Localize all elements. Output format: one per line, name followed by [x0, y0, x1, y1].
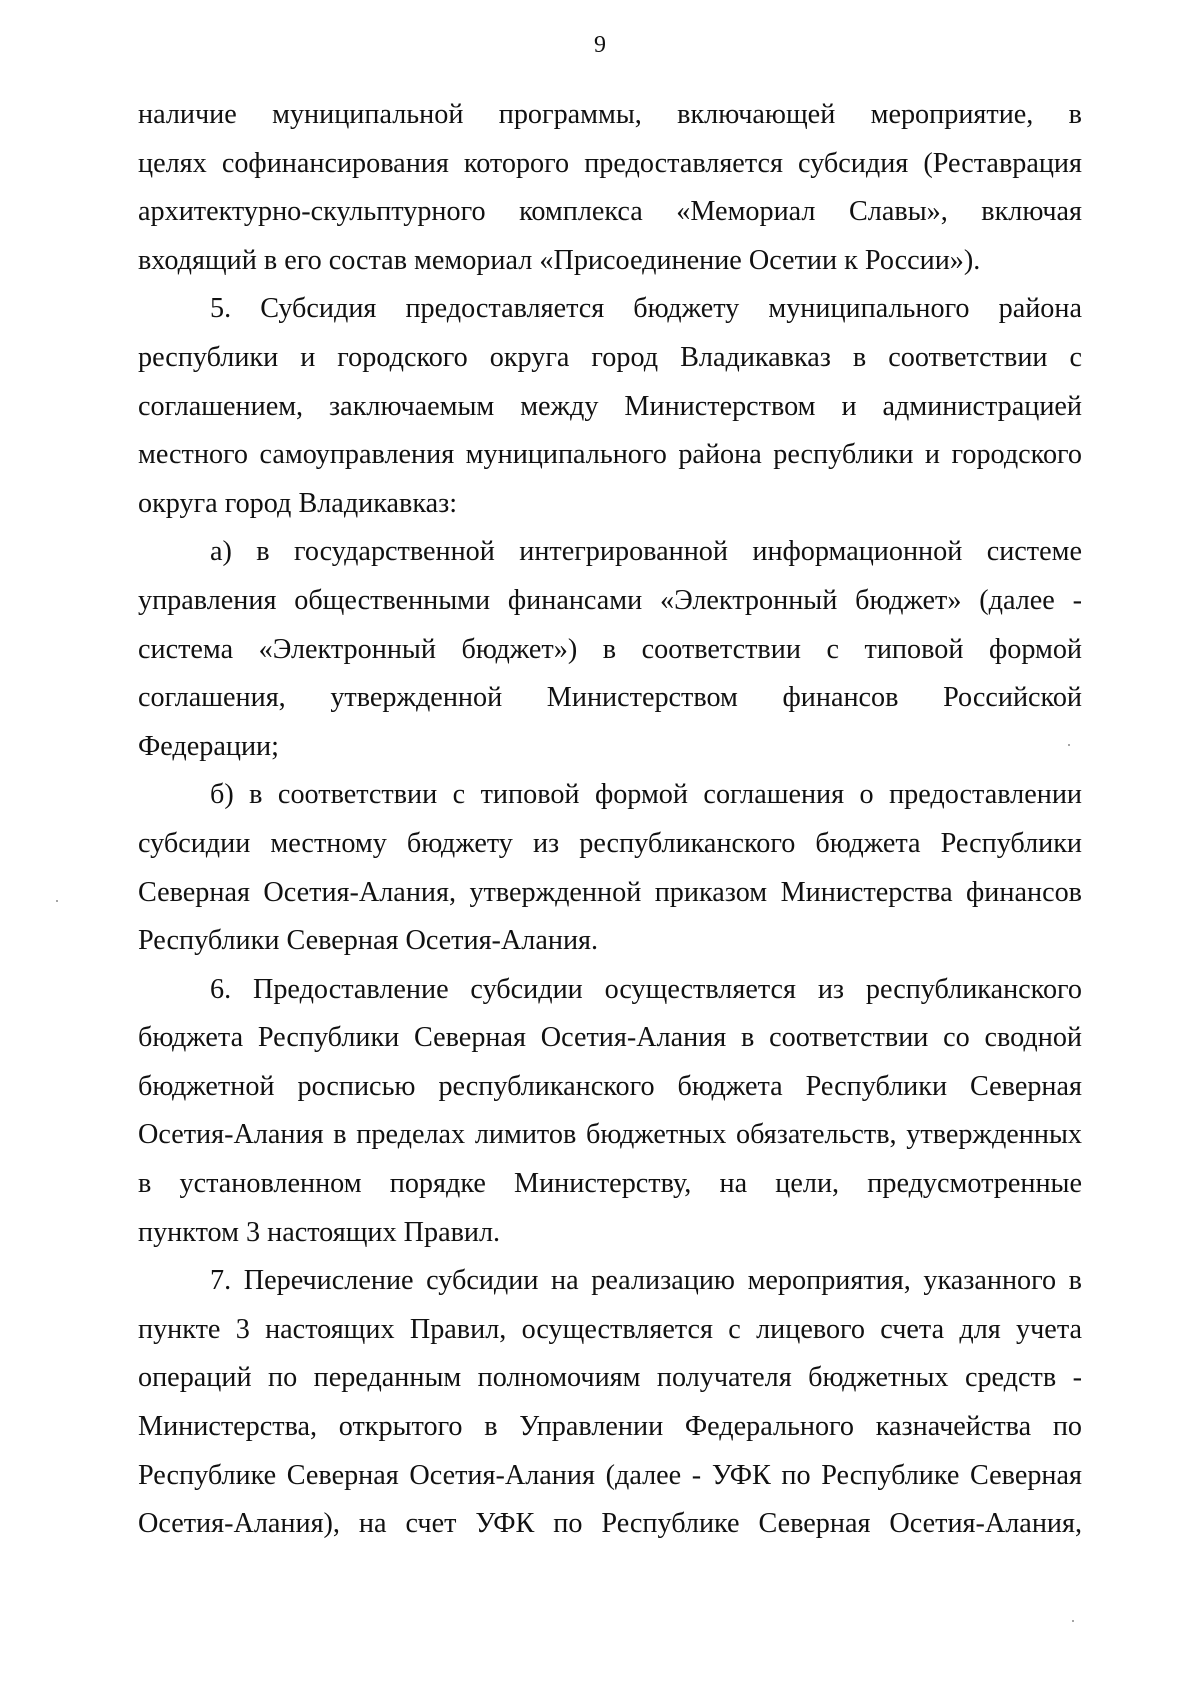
text-line: пунктом 3 настоящих Правил.: [138, 1216, 501, 1248]
scan-speck: [1068, 744, 1070, 746]
paragraph-item-5b: [138, 771, 1082, 965]
text-line: б) в соответствии с типовой формой соглашения о предоставлении: [210, 779, 1082, 811]
text-line: соглашения, утвержденной Министерством финансов Российской: [138, 682, 1082, 714]
text-line: местного самоуправления муниципального района республики и городского: [138, 439, 1082, 471]
text-line: а) в государственной интегрированной информационной системе: [210, 536, 1082, 568]
text-line: округа город Владикавказ:: [138, 487, 458, 519]
text-line: республики и городского округа город Владикавказ в соответствии с: [138, 341, 1082, 373]
text-line: бюджета Республики Северная Осетия-Алания в соответствии со сводной: [138, 1022, 1082, 1054]
text-line: Федерации;: [138, 730, 279, 762]
text-line: управления общественными финансами «Электронный бюджет» (далее -: [138, 584, 1082, 616]
text-line: бюджетной росписью республиканского бюджета Республики Северная: [138, 1070, 1082, 1102]
text-line: Республики Северная Осетия-Алания.: [138, 925, 599, 957]
text-line: 7. Перечисление субсидии на реализацию мероприятия, указанного в: [210, 1265, 1082, 1297]
text-line: Республике Северная Осетия-Алания (далее - УФК по Республике Северная: [138, 1459, 1082, 1491]
text-line: субсидии местному бюджету из республиканского бюджета Республики: [138, 827, 1082, 859]
paragraph-item-5a: [138, 528, 1082, 771]
text-line: пункте 3 настоящих Правил, осуществляется с лицевого счета для учета: [138, 1313, 1082, 1345]
text-line: соглашением, заключаемым между Министерством и администрацией: [138, 390, 1082, 422]
text-line: целях софинансирования которого предоставляется субсидия (Реставрация: [138, 147, 1082, 179]
text-line: Осетия-Алания), на счет УФК по Республике Северная Осетия-Алания,: [138, 1508, 1082, 1540]
text-line: 5. Субсидия предоставляется бюджету муниципального района: [210, 293, 1082, 325]
text-line: операций по переданным полномочиям получателя бюджетных средств -: [138, 1362, 1082, 1394]
paragraph-item-6: [138, 966, 1082, 1258]
text-line: Северная Осетия-Алания, утвержденной приказом Министерства финансов: [138, 876, 1082, 908]
text-line: Осетия-Алания в пределах лимитов бюджетных обязательств, утвержденных: [138, 1119, 1082, 1151]
scan-speck: [1072, 1620, 1074, 1622]
text-line: Министерства, открытого в Управлении Федерального казначейства по: [138, 1411, 1082, 1443]
text-line: наличие муниципальной программы, включающей мероприятие, в: [138, 99, 1082, 130]
text-line: система «Электронный бюджет») в соответствии с типовой формой: [138, 633, 1082, 665]
paragraph-continuation: [138, 91, 1082, 285]
document-body: [138, 91, 1082, 1549]
text-line: в установленном порядке Министерству, на цели, предусмотренные: [138, 1168, 1082, 1200]
scan-speck: [56, 900, 58, 902]
paragraph-item-7: [138, 1257, 1082, 1549]
page-number: 9: [594, 32, 606, 58]
text-line: входящий в его состав мемориал «Присоединение Осетии к России»).: [138, 244, 981, 276]
paragraph-item-5: [138, 285, 1082, 528]
text-line: 6. Предоставление субсидии осуществляется из республиканского: [210, 973, 1082, 1005]
text-line: архитектурно-скульптурного комплекса «Мемориал Славы», включая: [138, 196, 1082, 228]
